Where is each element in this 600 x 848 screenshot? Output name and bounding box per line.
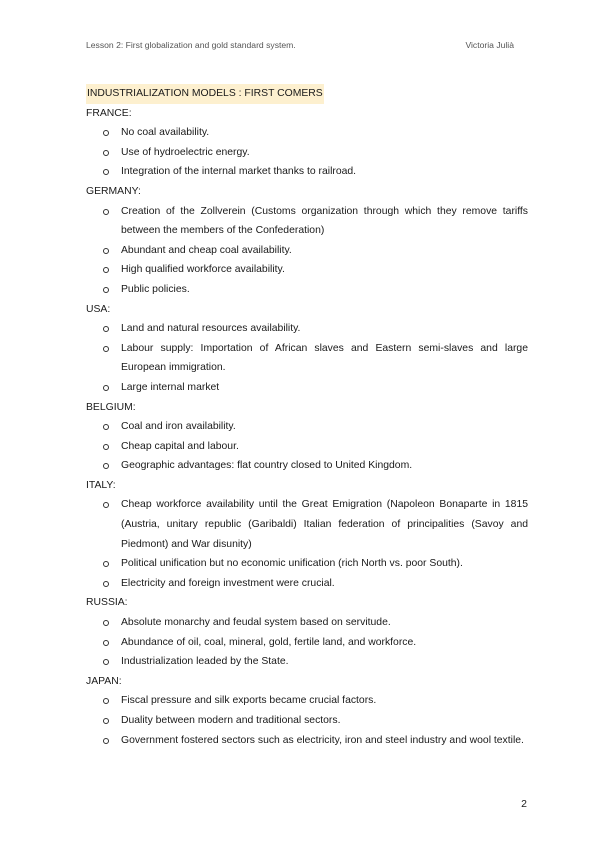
list-item [86, 143, 528, 163]
list-item [86, 731, 528, 751]
hollow-circle-bullet-icon [103, 130, 109, 136]
list-item-text: High qualified workforce availability. [121, 264, 285, 276]
page-header [86, 40, 514, 54]
list-item-text: Industrialization leaded by the State. [121, 656, 289, 668]
bullet-list [86, 495, 528, 593]
list-item [86, 417, 528, 437]
hollow-circle-bullet-icon [103, 698, 109, 704]
hollow-circle-bullet-icon [103, 248, 109, 254]
section-heading: INDUSTRIALIZATION MODELS : FIRST COMERS [86, 84, 324, 104]
list-item-text: Cheap workforce availability until the Great Emigration (Napoleon Bonaparte in 1815 (Austria, unitary republic (Garibaldi) Italian federation of principalities (Savoy and Piedmont) and War disunity) [121, 499, 528, 550]
country-sections [86, 104, 528, 751]
hollow-circle-bullet-icon [103, 718, 109, 724]
list-item-text: No coal availability. [121, 127, 210, 139]
hollow-circle-bullet-icon [103, 150, 109, 156]
list-item-text: Use of hydroelectric energy. [121, 146, 250, 158]
list-item [86, 495, 528, 554]
header-lesson-title: Lesson 2: First globalization and gold standard system. [86, 40, 296, 50]
list-item [86, 456, 528, 476]
list-item [86, 613, 528, 633]
list-item [86, 202, 528, 241]
list-item-text: Cheap capital and labour. [121, 440, 239, 452]
list-item-text: Abundance of oil, coal, mineral, gold, fertile land, and workforce. [121, 636, 417, 648]
hollow-circle-bullet-icon [103, 287, 109, 293]
list-item-text: Government fostered sectors such as electricity, iron and steel industry and wool textile. [121, 734, 524, 746]
list-item-text: Duality between modern and traditional sectors. [121, 715, 341, 726]
list-item-text: Creation of the Zollverein (Customs organization through which they remove tariffs between the members of the Confederation) [121, 205, 528, 237]
list-item [86, 378, 528, 398]
hollow-circle-bullet-icon [103, 581, 109, 587]
hollow-circle-bullet-icon [103, 502, 109, 508]
list-item-text: Fiscal pressure and silk exports became crucial factors. [121, 695, 377, 707]
hollow-circle-bullet-icon [103, 326, 109, 332]
list-item [86, 633, 528, 653]
country-heading: GERMANY: [86, 185, 141, 197]
list-item-text: Political unification but no economic unification (rich North vs. poor South). [121, 558, 463, 570]
list-item [86, 280, 528, 300]
list-item [86, 652, 528, 672]
hollow-circle-bullet-icon [103, 346, 109, 352]
list-item [86, 123, 528, 143]
list-item [86, 339, 528, 378]
list-item-text: Land and natural resources availability. [121, 323, 301, 335]
hollow-circle-bullet-icon [103, 209, 109, 215]
hollow-circle-bullet-icon [103, 444, 109, 450]
list-item-text: Public policies. [121, 283, 190, 295]
list-item-text: Abundant and cheap coal availability. [121, 244, 292, 256]
bullet-list [86, 202, 528, 300]
hollow-circle-bullet-icon [103, 561, 109, 567]
country-heading: BELGIUM: [86, 401, 136, 413]
list-item [86, 554, 528, 574]
list-item [86, 711, 528, 731]
list-item [86, 319, 528, 339]
hollow-circle-bullet-icon [103, 640, 109, 646]
list-item-text: Labour supply: Importation of African slaves and Eastern semi-slaves and large European immigration. [121, 342, 528, 374]
list-item-text: Electricity and foreign investment were crucial. [121, 577, 335, 589]
bullet-list [86, 613, 528, 672]
list-item [86, 574, 528, 594]
list-item-text: Integration of the internal market thanks to railroad. [121, 166, 357, 178]
list-item-text: Large internal market [121, 381, 220, 393]
list-item [86, 260, 528, 280]
hollow-circle-bullet-icon [103, 385, 109, 391]
list-item-text: Absolute monarchy and feudal system based on servitude. [121, 617, 391, 629]
country-heading: RUSSIA: [86, 597, 128, 609]
hollow-circle-bullet-icon [103, 424, 109, 430]
hollow-circle-bullet-icon [103, 169, 109, 175]
hollow-circle-bullet-icon [103, 463, 109, 469]
hollow-circle-bullet-icon [103, 620, 109, 626]
hollow-circle-bullet-icon [103, 267, 109, 273]
section-heading-row [86, 84, 528, 104]
country-heading: JAPAN: [86, 675, 122, 687]
list-item [86, 162, 528, 182]
list-item [86, 241, 528, 261]
country-heading: USA: [86, 303, 111, 315]
document-body [86, 84, 528, 750]
country-heading: FRANCE: [86, 107, 132, 119]
country-heading: ITALY: [86, 479, 116, 491]
page-number: 2 [521, 798, 527, 810]
bullet-list [86, 319, 528, 397]
hollow-circle-bullet-icon [103, 659, 109, 665]
hollow-circle-bullet-icon [103, 738, 109, 744]
bullet-list [86, 691, 528, 750]
bullet-list [86, 417, 528, 476]
list-item [86, 691, 528, 711]
list-item-text: Geographic advantages: flat country closed to United Kingdom. [121, 460, 413, 472]
list-item [86, 437, 528, 457]
bullet-list [86, 123, 528, 182]
list-item-text: Coal and iron availability. [121, 421, 236, 433]
header-author: Victoria Julià [465, 40, 514, 50]
